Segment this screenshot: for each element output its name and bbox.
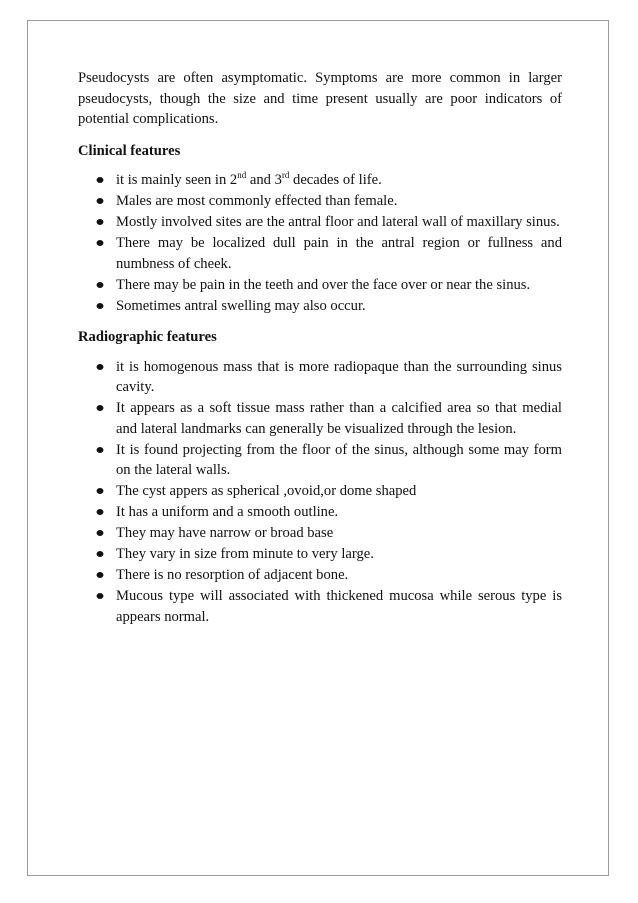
bullet-icon bbox=[97, 364, 104, 370]
clinical-features-heading: Clinical features bbox=[78, 142, 181, 159]
clinical-item-text: Sometimes antral swelling may also occur. bbox=[116, 297, 366, 314]
clinical-features-list bbox=[78, 170, 562, 316]
list-item bbox=[78, 275, 562, 296]
list-item bbox=[78, 586, 562, 627]
bullet-icon bbox=[97, 572, 104, 578]
list-item bbox=[78, 296, 562, 317]
bullet-icon bbox=[97, 509, 104, 515]
radiographic-item-text: Mucous type will associated with thickened mucosa while serous type is appears normal. bbox=[116, 588, 562, 625]
list-item bbox=[78, 481, 562, 502]
radiographic-item-text: it is homogenous mass that is more radiopaque than the surrounding sinus cavity. bbox=[116, 358, 562, 395]
bullet-icon bbox=[97, 177, 104, 183]
radiographic-item-text: It is found projecting from the floor of the sinus, although some may form on the lateral walls. bbox=[116, 441, 562, 478]
radiographic-features-heading: Radiographic features bbox=[78, 329, 217, 345]
list-item bbox=[78, 233, 562, 274]
clinical-item-text-mid: and 3 bbox=[246, 172, 282, 188]
bullet-icon bbox=[97, 282, 104, 288]
radiographic-item-text: They vary in size from minute to very large. bbox=[116, 546, 374, 562]
list-item bbox=[78, 191, 562, 212]
clinical-item-text-pre: it is mainly seen in 2 bbox=[116, 172, 238, 188]
list-item bbox=[78, 357, 562, 398]
ordinal-suffix: rd bbox=[281, 170, 290, 180]
bullet-icon bbox=[97, 447, 104, 453]
radiographic-features-list bbox=[78, 357, 562, 628]
bullet-icon bbox=[97, 303, 104, 309]
clinical-item-text: Males are most commonly effected than female. bbox=[116, 193, 398, 209]
bullet-icon bbox=[97, 530, 104, 536]
clinical-item-text: Mostly involved sites are the antral floor and lateral wall of maxillary sinus. bbox=[116, 214, 560, 230]
intro-paragraph: Pseudocysts are often asymptomatic. Symptoms are more common in larger pseudocysts, though the size and time present usually are poor indicators of potential complications. bbox=[78, 70, 562, 127]
list-item bbox=[78, 523, 562, 544]
list-item bbox=[78, 502, 562, 523]
list-item bbox=[78, 440, 562, 481]
list-item bbox=[78, 398, 562, 439]
list-item bbox=[78, 170, 562, 191]
bullet-icon bbox=[97, 405, 104, 411]
bullet-icon bbox=[97, 488, 104, 494]
bullet-icon bbox=[97, 593, 104, 599]
ordinal-suffix: nd bbox=[237, 170, 247, 180]
radiographic-item-text: They may have narrow or broad base bbox=[116, 525, 334, 541]
list-item bbox=[78, 544, 562, 565]
radiographic-item-text: There is no resorption of adjacent bone. bbox=[116, 567, 349, 583]
radiographic-item-text: The cyst appers as spherical ,ovoid,or dome shaped bbox=[116, 483, 417, 499]
radiographic-item-text: It has a uniform and a smooth outline. bbox=[116, 504, 339, 520]
document-body bbox=[78, 68, 562, 638]
list-item bbox=[78, 212, 562, 233]
clinical-item-text: There may be pain in the teeth and over the face over or near the sinus. bbox=[116, 276, 531, 293]
bullet-icon bbox=[97, 551, 104, 557]
list-item bbox=[78, 565, 562, 586]
bullet-icon bbox=[97, 240, 104, 246]
bullet-icon bbox=[97, 219, 104, 225]
clinical-item-text: There may be localized dull pain in the antral region or fullness and numbness of cheek. bbox=[116, 235, 562, 272]
radiographic-item-text: It appears as a soft tissue mass rather than a calcified area so that medial and lateral landmarks can generally be visualized through the lesion. bbox=[116, 400, 562, 437]
clinical-item-text-post: decades of life. bbox=[289, 172, 382, 188]
bullet-icon bbox=[97, 198, 104, 204]
